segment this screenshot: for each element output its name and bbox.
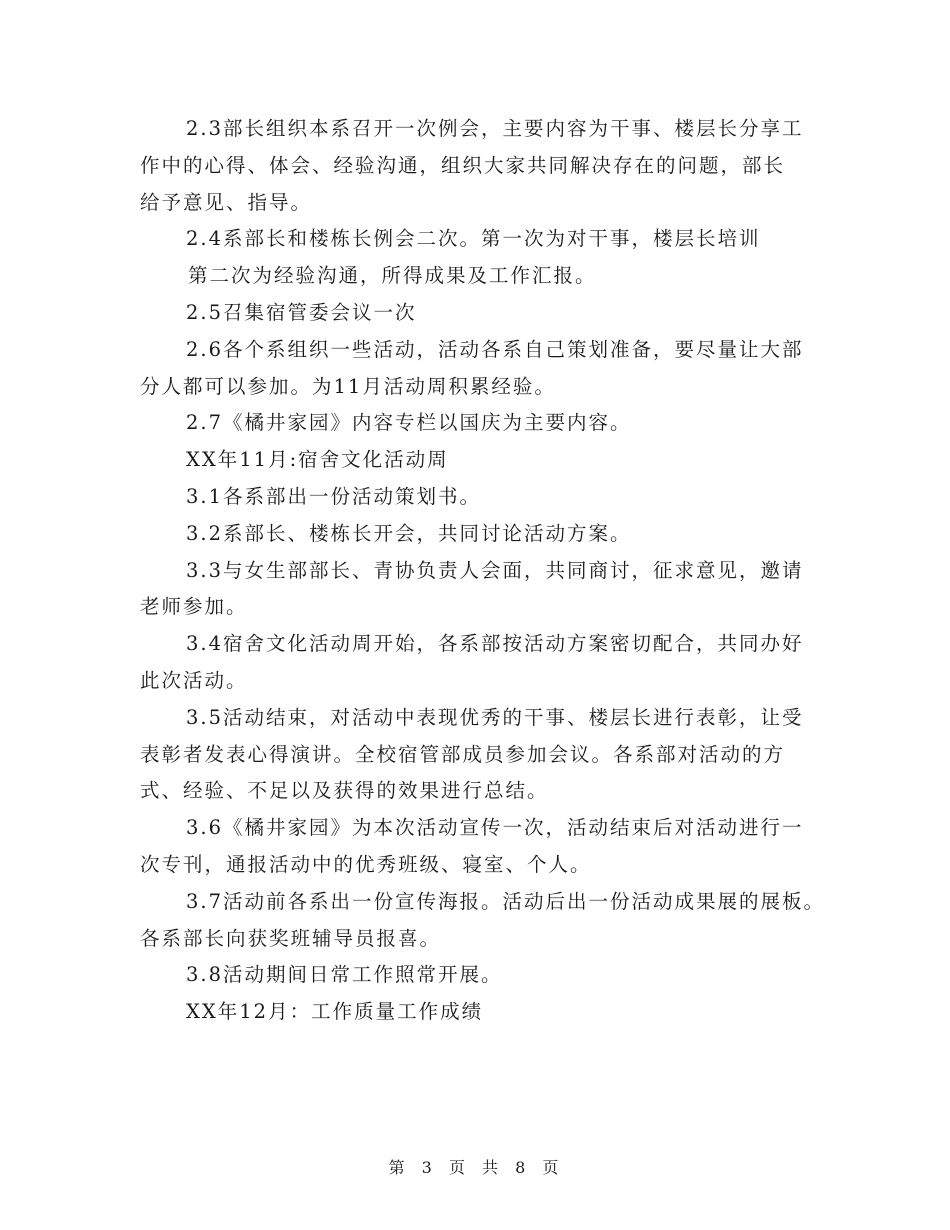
paragraph-line: 3.4宿舍文化活动周开始，各系部按活动方案密切配合，共同办好	[186, 632, 804, 656]
paragraph-line: 3.2系部长、楼栋长开会，共同讨论活动方案。	[186, 521, 632, 545]
paragraph-line: 3.7活动前各系出一份宣传海报。活动后出一份活动成果展的展板。	[186, 889, 826, 913]
page-number-footer: 第 3 页 共 8 页	[388, 1158, 562, 1177]
paragraph-line: 3.6《橘井家园》为本次活动宣传一次，活动结束后对活动进行一	[186, 816, 804, 840]
paragraph-line: 表彰者发表心得演讲。全校宿管部成员参加会议。各系部对活动的方	[140, 742, 786, 766]
paragraph-line: 3.1各系部出一份活动策划书。	[186, 484, 482, 508]
paragraph-line: 第二次为经验沟通，所得成果及工作汇报。	[188, 264, 597, 288]
paragraph-line: 老师参加。	[140, 595, 248, 619]
paragraph-line: 式、经验、不足以及获得的效果进行总结。	[140, 779, 549, 803]
section-heading: XX年11月:宿舍文化活动周	[186, 448, 449, 472]
paragraph-line: 分人都可以参加。为11月活动周积累经验。	[140, 374, 556, 398]
document-body	[140, 111, 840, 1031]
paragraph-line: 给予意见、指导。	[140, 190, 313, 214]
paragraph-line: 2.4系部长和楼栋长例会二次。第一次为对干事，楼层长培训	[186, 227, 761, 251]
paragraph-line: 次专刊，通报活动中的优秀班级、寝室、个人。	[140, 852, 592, 876]
paragraph-line: 3.8活动期间日常工作照常开展。	[186, 963, 503, 987]
paragraph-line: 各系部长向获奖班辅导员报喜。	[140, 926, 442, 950]
paragraph-line: 2.5召集宿管委会议一次	[186, 300, 417, 324]
paragraph-line: 此次活动。	[140, 668, 248, 692]
paragraph-line: 2.7《橘井家园》内容专栏以国庆为主要内容。	[186, 411, 632, 435]
section-heading: XX年12月：工作质量工作成绩	[186, 1000, 484, 1024]
paragraph-line: 作中的心得、体会、经验沟通，组织大家共同解决存在的问题，部长	[140, 153, 786, 177]
paragraph-line: 2.6各个系组织一些活动，活动各系自己策划准备，要尽量让大部	[186, 337, 804, 361]
paragraph-line: 3.3与女生部部长、青协负责人会面，共同商讨，征求意见，邀请	[186, 558, 804, 582]
paragraph-line: 3.5活动结束，对活动中表现优秀的干事、楼层长进行表彰，让受	[186, 705, 804, 729]
paragraph-line: 2.3部长组织本系召开一次例会，主要内容为干事、楼层长分享工	[186, 117, 804, 140]
